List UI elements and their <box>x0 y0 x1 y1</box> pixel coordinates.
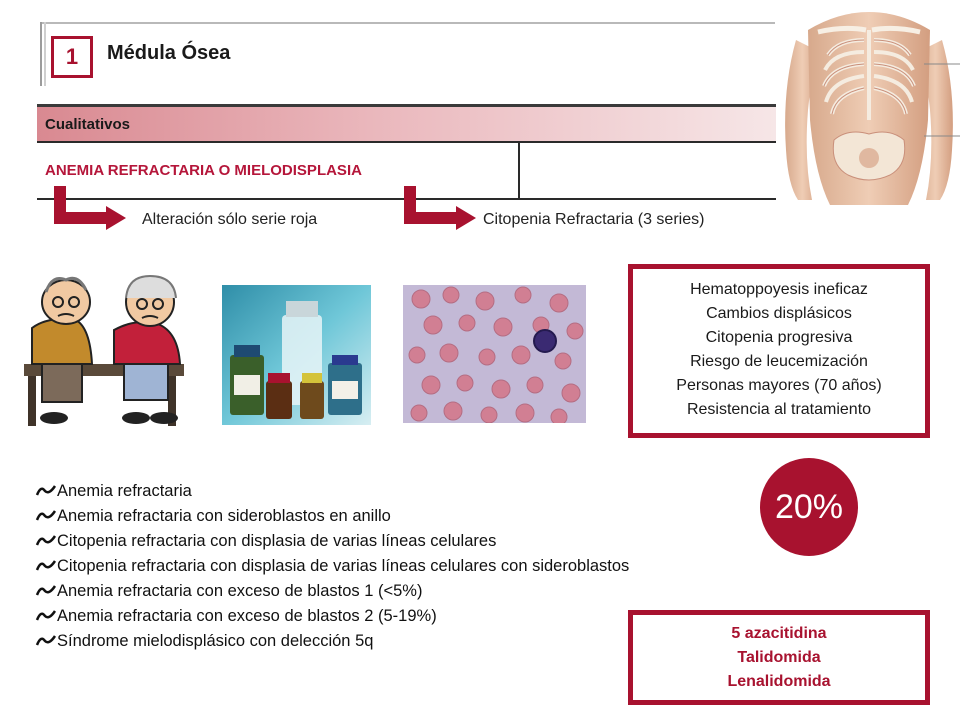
list-item-label: Anemia refractaria con exceso de blastos 2 (5-19%) <box>57 607 437 625</box>
table-header-label: Cualitativos <box>45 116 131 133</box>
percentage-badge: 20% <box>760 458 858 556</box>
elderly-couple-image <box>18 268 200 428</box>
list-item <box>35 507 391 526</box>
section-number: 1 <box>51 36 93 78</box>
list-item <box>35 582 422 601</box>
header-divider <box>40 22 42 86</box>
brush-stroke-icon <box>35 583 57 597</box>
brush-stroke-icon <box>35 483 57 497</box>
list-item <box>35 557 629 576</box>
characteristics-box <box>628 264 930 438</box>
list-item <box>35 632 373 651</box>
treatment-item: 5 azacitidina <box>731 625 827 642</box>
list-item-label: Citopenia refractaria con displasia de varias líneas celulares <box>57 532 497 550</box>
characteristic-item: Personas mayores (70 años) <box>676 377 882 394</box>
skeleton-torso-image <box>778 0 960 205</box>
characteristic-item: Hematoppoyesis ineficaz <box>690 281 868 298</box>
page-title: Médula Ósea <box>107 42 231 64</box>
elbow-arrow-icon <box>50 186 130 236</box>
list-item-label: Anemia refractaria con exceso de blastos 1 (<5%) <box>57 582 423 600</box>
list-item <box>35 482 192 501</box>
brush-stroke-icon <box>35 533 57 547</box>
list-item <box>35 532 496 551</box>
list-item-label: Citopenia refractaria con displasia de varias líneas celulares con sideroblastos <box>57 557 630 575</box>
header-divider-light <box>44 22 46 86</box>
characteristic-item: Citopenia progresiva <box>705 329 853 346</box>
blood-smear-image <box>403 285 586 423</box>
arrow-label-three-series: Citopenia Refractaria (3 series) <box>483 211 705 228</box>
list-item <box>35 607 437 626</box>
treatment-item: Talidomida <box>737 649 821 666</box>
list-item-label: Anemia refractaria <box>57 482 192 500</box>
arrow-label-red-series: Alteración sólo serie roja <box>142 211 318 228</box>
list-item-label: Síndrome mielodisplásico con delección 5q <box>57 632 374 650</box>
table-column-divider <box>518 141 520 200</box>
brush-stroke-icon <box>35 608 57 622</box>
table-header-band <box>37 107 776 141</box>
characteristic-item: Cambios displásicos <box>706 305 852 322</box>
table-row-label: ANEMIA REFRACTARIA O MIELODISPLASIA <box>45 162 362 179</box>
list-item-label: Anemia refractaria con sideroblastos en anillo <box>57 507 391 525</box>
brush-stroke-icon <box>35 558 57 572</box>
brush-stroke-icon <box>35 508 57 522</box>
medication-vials-image <box>222 285 371 425</box>
treatment-item: Lenalidomida <box>727 673 831 690</box>
characteristic-item: Riesgo de leucemización <box>690 353 868 370</box>
characteristic-item: Resistencia al tratamiento <box>686 401 872 418</box>
treatments-box <box>628 610 930 705</box>
elbow-arrow-icon <box>400 186 480 236</box>
brush-stroke-icon <box>35 633 57 647</box>
